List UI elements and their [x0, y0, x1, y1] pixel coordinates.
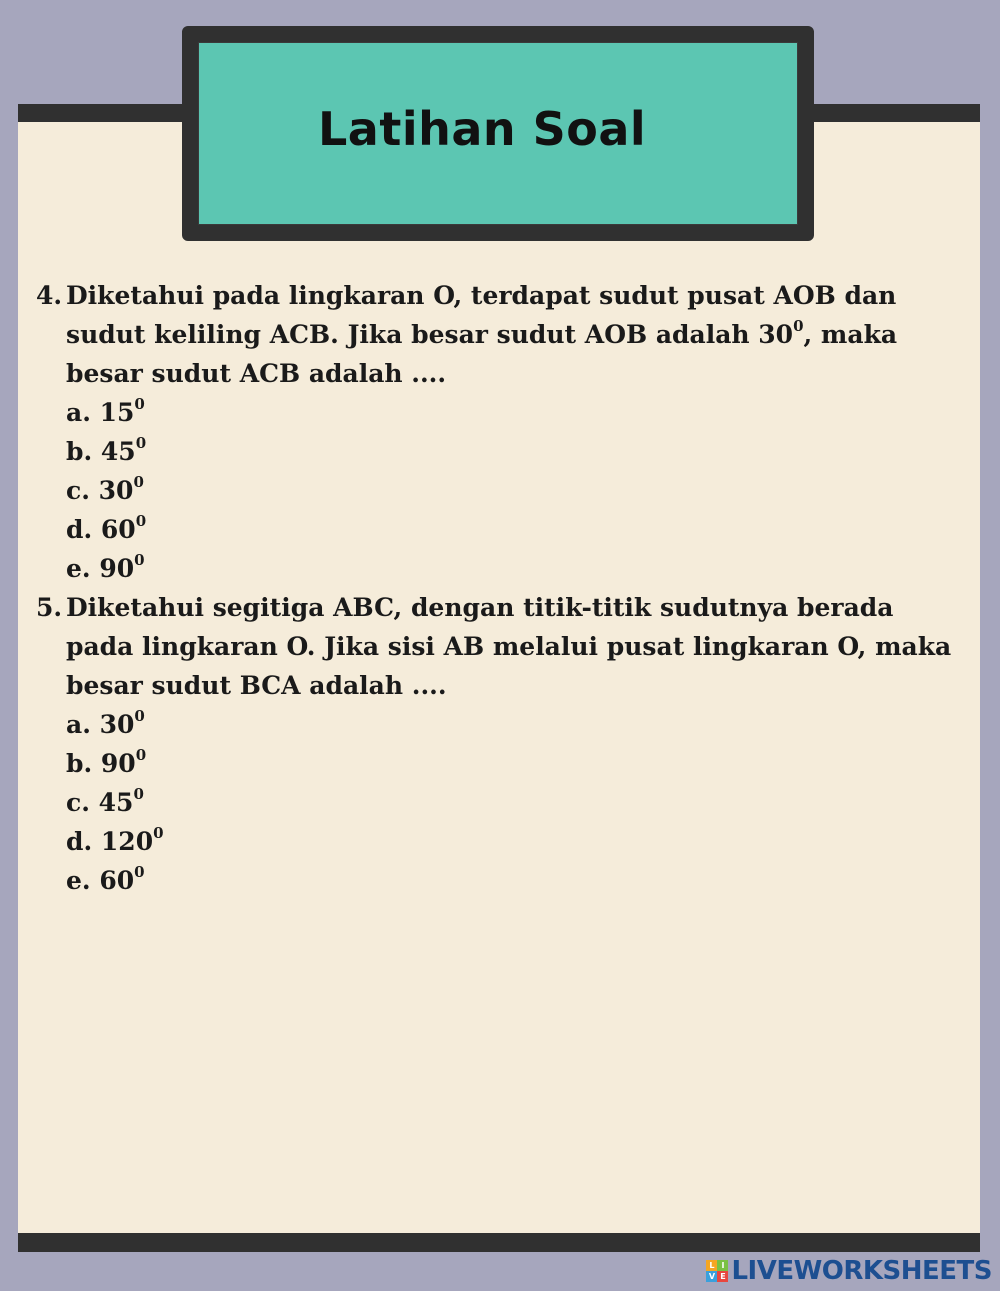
option-b[interactable]: b. $90^0$	[66, 745, 147, 778]
brand-name: LIVEWORKSHEETS	[731, 1256, 992, 1286]
bottom-divider-bar	[18, 1233, 980, 1252]
option-e[interactable]: e. $90^0$	[66, 550, 145, 583]
option-a[interactable]: a. $30^0$	[66, 706, 145, 739]
logo-tile: I	[717, 1260, 728, 1271]
option-a[interactable]: a. $15^0$	[66, 394, 145, 427]
option-d[interactable]: d. $120^0$	[66, 823, 164, 856]
question-list	[36, 276, 956, 900]
question-number: 4.	[36, 281, 63, 310]
option-c[interactable]: c. $30^0$	[66, 472, 144, 505]
option-d[interactable]: d. $60^0$	[66, 511, 147, 544]
question-5	[36, 588, 956, 900]
footer-brand[interactable]	[706, 1256, 992, 1286]
logo-tile: E	[717, 1271, 728, 1282]
logo-tile: V	[706, 1271, 717, 1282]
question-text: Diketahui pada lingkaran O, terdapat sudut pusat AOB dan sudut keliling ACB. Jika besar sudut AOB adalah $30^0$, maka besar sudut ACB adalah ....	[66, 281, 898, 388]
option-e[interactable]: e. $60^0$	[66, 862, 145, 895]
option-c[interactable]: c. $45^0$	[66, 784, 144, 817]
option-b[interactable]: b. $45^0$	[66, 433, 147, 466]
logo-tile: L	[706, 1260, 717, 1271]
liveworksheets-logo-icon	[706, 1260, 728, 1282]
question-text: Diketahui segitiga ABC, dengan titik-titik sudutnya berada pada lingkaran O. Jika sisi AB melalui pusat lingkaran O, maka besar sudut BCA adalah ....	[66, 593, 952, 700]
question-4	[36, 276, 956, 588]
title-box	[182, 26, 814, 241]
question-number: 5.	[36, 593, 63, 622]
page-title: Latihan Soal	[318, 102, 647, 156]
